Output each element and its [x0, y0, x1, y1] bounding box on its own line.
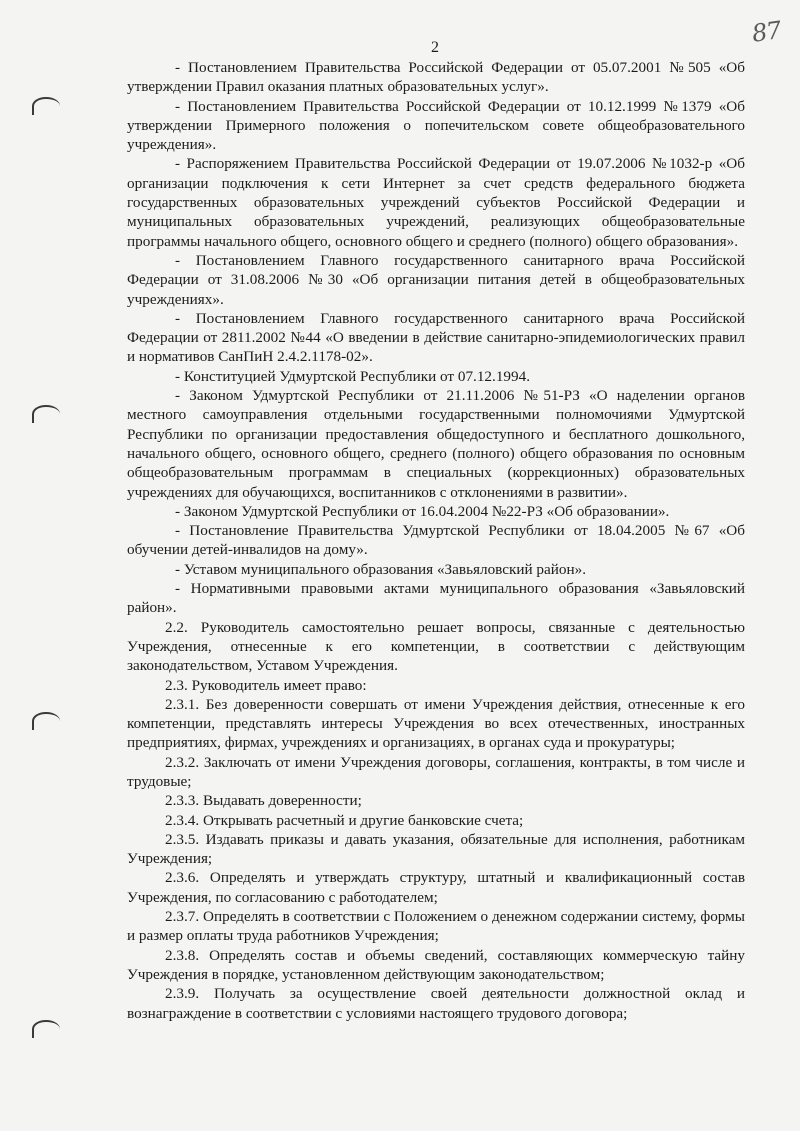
legal-reference-item: - Конституцией Удмуртской Республики от 07.12.1994. — [175, 367, 530, 385]
punch-hole-mark — [32, 97, 60, 115]
clause-paragraph: 2.3.4. Открывать расчетный и другие банковские счета; — [165, 811, 524, 829]
clause-paragraph: 2.2. Руководитель самостоятельно решает вопросы, связанные с деятельностью Учреждения, отнесенные к его компетенции, в соответствии с действующим законодательством, Уставом Учреждения. — [127, 618, 745, 675]
clause-paragraph: 2.3.3. Выдавать доверенности; — [165, 792, 362, 810]
document-body — [127, 58, 745, 1023]
legal-reference-item: - Постановлением Главного государственного санитарного врача Российской Федерации от 2811.2002 №44 «О введении в действие санитарно-эпидемиологических правил и нормативов СанПиН 2.4.2.1178-02». — [127, 309, 745, 366]
clause-paragraph: 2.3.8. Определять состав и объемы сведений, составляющих коммерческую тайну Учреждения в порядке, установленном действующим законодательством; — [127, 946, 745, 983]
clause-paragraph: 2.3.1. Без доверенности совершать от имени Учреждения действия, отнесенные к его компетенции, представлять интересы Учреждения во всех отечественных, иностранных предприятиях, фирмах, учреждениях и организациях, в органах суда и прокуратуры; — [127, 695, 745, 752]
legal-reference-item: - Постановление Правительства Удмуртской Республики от 18.04.2005 №67 «Об обучении детей-инвалидов на дому». — [127, 522, 745, 559]
clause-paragraph: 2.3.9. Получать за осуществление своей деятельности должностной оклад и вознаграждение в соответствии с условиями настоящего трудового договора; — [127, 985, 745, 1022]
legal-reference-item: - Постановлением Главного государственного санитарного врача Российской Федерации от 31.08.2006 №30 «Об организации питания детей в общеобразовательных учреждениях». — [127, 251, 745, 308]
clause-paragraph: 2.3.5. Издавать приказы и давать указания, обязательные для исполнения, работникам Учреждения; — [127, 830, 745, 868]
clause-paragraph: 2.3.6. Определять и утверждать структуру, штатный и квалификационный состав Учреждения, по согласованию с работодателем; — [127, 869, 745, 906]
punch-hole-mark — [32, 405, 60, 423]
legal-reference-item: - Нормативными правовыми актами муниципального образования «Завьяловский район». — [127, 580, 745, 617]
punch-hole-mark — [32, 712, 60, 730]
legal-reference-item: - Постановлением Правительства Российской Федерации от 10.12.1999 №1379 «Об утверждении Примерного положения о попечительском совете общеобразовательного учреждения». — [127, 97, 745, 154]
legal-reference-item: - Законом Удмуртской Республики от 21.11.2006 №51-РЗ «О наделении органов местного самоуправления отдельными государственными полномочиями Удмуртской Республики по организации предоставления общедоступного и бесплатного дошкольного, начального общего, основного общего, среднего (полного) общего образования по основным общеобразовательным программам в специальных (коррекционных) образовательных учреждениях для обучающихся, воспитанников с отклонениями в развитии». — [127, 387, 745, 501]
clause-paragraph: 2.3.2. Заключать от имени Учреждения договоры, соглашения, контракты, в том числе и трудовые; — [127, 753, 745, 790]
legal-reference-item: - Законом Удмуртской Республики от 16.04.2004 №22-РЗ «Об образовании». — [175, 502, 670, 520]
page-number: 2 — [431, 39, 439, 56]
clause-paragraph: 2.3. Руководитель имеет право: — [165, 676, 367, 694]
punch-hole-mark — [32, 1020, 60, 1038]
legal-reference-item: - Постановлением Правительства Российской Федерации от 05.07.2001 №505 «Об утверждении Правил оказания платных образовательных услуг». — [127, 59, 745, 96]
legal-reference-item: - Уставом муниципального образования «Завьяловский район». — [175, 560, 586, 578]
legal-reference-item: - Распоряжением Правительства Российской Федерации от 19.07.2006 №1032-р «Об организации подключения к сети Интернет за счет средств федерального бюджета государственных образовательных учреждений субъектов Российской Федерации и муниципальных образовательных учреждений, реализующих общеобразовательные программы начального общего, основного общего и среднего (полного) общего образования». — [127, 155, 745, 250]
clause-paragraph: 2.3.7. Определять в соответствии с Положением о денежном содержании систему, формы и размер оплаты труда работников Учреждения; — [127, 908, 745, 945]
handwritten-page-mark: 87 — [750, 16, 783, 48]
